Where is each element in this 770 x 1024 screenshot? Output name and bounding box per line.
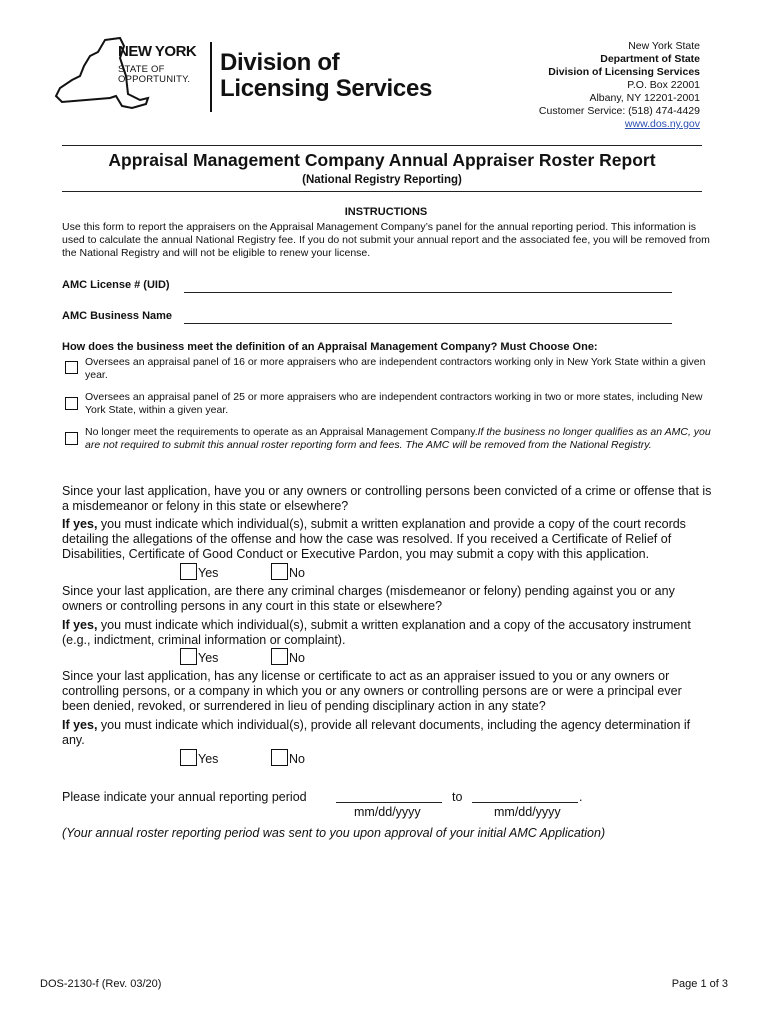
division-line-2: Licensing Services <box>220 75 433 102</box>
if-yes-label: If yes, <box>62 618 98 632</box>
q1-no-checkbox[interactable] <box>271 563 288 580</box>
business-name-label: AMC Business Name <box>62 310 173 322</box>
logo-divider <box>210 42 212 112</box>
new-york-logo-text: NEW YORK <box>118 43 197 60</box>
question-2-if-yes <box>62 618 712 648</box>
option3-checkbox[interactable] <box>65 432 78 445</box>
license-label: AMC License # (UID) <box>62 279 170 291</box>
form-subtitle: (National Registry Reporting) <box>302 174 462 186</box>
option1-text: Oversees an appraisal panel of 16 or more appraisers who are independent contractors working only in New York State within a given year. <box>85 356 706 381</box>
state-of-opportunity <box>118 65 190 85</box>
option3-italic-note: If the business no longer qualifies as an AMC, you are not required to submit this annual roster reporting form and fees. The AMC will be removed from the National Registry. <box>85 426 711 451</box>
address-line: Department of State <box>600 53 700 65</box>
question-3-if-yes <box>62 718 712 748</box>
instructions-heading: INSTRUCTIONS <box>344 206 428 218</box>
q2-no-label: No <box>289 651 305 665</box>
division-name <box>220 50 432 102</box>
address-line: Division of Licensing Services <box>548 66 700 78</box>
logo-sub-line-1: STATE OF <box>118 64 165 75</box>
q2-yes-label: Yes <box>198 651 219 665</box>
q1-no-label: No <box>289 566 305 580</box>
agency-address <box>539 40 700 131</box>
q3-no-label: No <box>289 752 305 766</box>
q3-yes-checkbox[interactable] <box>180 749 197 766</box>
page-number: Page 1 of 3 <box>671 978 728 990</box>
business-name-input-line[interactable] <box>184 323 672 324</box>
if-yes-text: you must indicate which individual(s), submit a written explanation and provide a copy of the court records detailing the allegations of the offense and how the case was resolved. If you received a Certificate of Relief of Disabilities, Certificate of Good Conduct or Executive Pardon, you may submit a copy with this application. <box>62 517 686 561</box>
website-link[interactable]: www.dos.ny.gov <box>624 118 700 130</box>
period-start-format: mm/dd/yyyy <box>354 805 421 819</box>
customer-service-phone: Customer Service: (518) 474-4429 <box>538 105 700 117</box>
q1-yes-label: Yes <box>198 566 219 580</box>
address-line: P.O. Box 22001 <box>627 79 700 91</box>
logo-sub-line-2: OPPORTUNITY. <box>118 74 191 85</box>
address-line: Albany, NY 12201-2001 <box>589 92 700 104</box>
period-start-input-line[interactable] <box>336 802 442 803</box>
question-2: Since your last application, are there any criminal charges (misdemeanor or felony) pending against you or any owners or controlling persons in any court in this state or elsewhere? <box>62 584 675 613</box>
address-line: New York State <box>628 40 700 52</box>
option3-plain: No longer meet the requirements to operate as an Appraisal Management Company. <box>85 426 478 438</box>
period-to-label: to <box>452 790 463 804</box>
q2-no-checkbox[interactable] <box>271 648 288 665</box>
form-id: DOS-2130-f (Rev. 03/20) <box>40 978 162 990</box>
if-yes-label: If yes, <box>62 718 98 732</box>
option2-checkbox[interactable] <box>65 397 78 410</box>
question-1: Since your last application, have you or any owners or controlling persons been convicted of a crime or offense that is a misdemeanor or felony in this state or elsewhere? <box>62 484 712 513</box>
option3-text <box>85 426 715 452</box>
reporting-period-note: (Your annual roster reporting period was sent to you upon approval of your initial AMC Application) <box>62 826 606 840</box>
period-end-punctuation: . <box>579 790 583 804</box>
q3-no-checkbox[interactable] <box>271 749 288 766</box>
option1-checkbox[interactable] <box>65 361 78 374</box>
q3-yes-label: Yes <box>198 752 219 766</box>
if-yes-label: If yes, <box>62 517 98 531</box>
option2-text: Oversees an appraisal panel of 25 or more appraisers who are independent contractors working in two or more states, including New York State, within a given year. <box>85 391 703 416</box>
license-input-line[interactable] <box>184 292 672 293</box>
division-line-1: Division of <box>220 49 340 76</box>
period-end-input-line[interactable] <box>472 802 578 803</box>
question-1-if-yes <box>62 517 712 562</box>
period-end-format: mm/dd/yyyy <box>494 805 561 819</box>
header-rule <box>62 145 702 146</box>
if-yes-text: you must indicate which individual(s), provide all relevant documents, including the agency determination if any. <box>62 718 691 747</box>
question-3: Since your last application, has any license or certificate to act as an appraiser issued to you or any owners or controlling persons, or a company in which you or any owners or controlling persons are or were a principal ever been denied, revoked, or surrendered in lieu of pending disciplinary action in any state? <box>62 669 682 713</box>
title-rule <box>62 191 702 192</box>
definition-question: How does the business meet the definition of an Appraisal Management Company? Must Choose One: <box>62 341 598 353</box>
q1-yes-checkbox[interactable] <box>180 563 197 580</box>
reporting-period-label: Please indicate your annual reporting period <box>62 790 307 804</box>
if-yes-text: you must indicate which individual(s), submit a written explanation and a copy of the accusatory instrument (e.g., indictment, criminal information or complaint). <box>62 618 691 647</box>
form-title: Appraisal Management Company Annual Appraiser Roster Report <box>108 150 656 170</box>
instructions-text: Use this form to report the appraisers on the Appraisal Management Company’s panel for the annual reporting period. This information is used to calculate the annual National Registry fee. If you do not submit your annual report and the associated fee, you will be removed from the National Registry and will not be eligible to renew your license. <box>62 221 710 259</box>
q2-yes-checkbox[interactable] <box>180 648 197 665</box>
